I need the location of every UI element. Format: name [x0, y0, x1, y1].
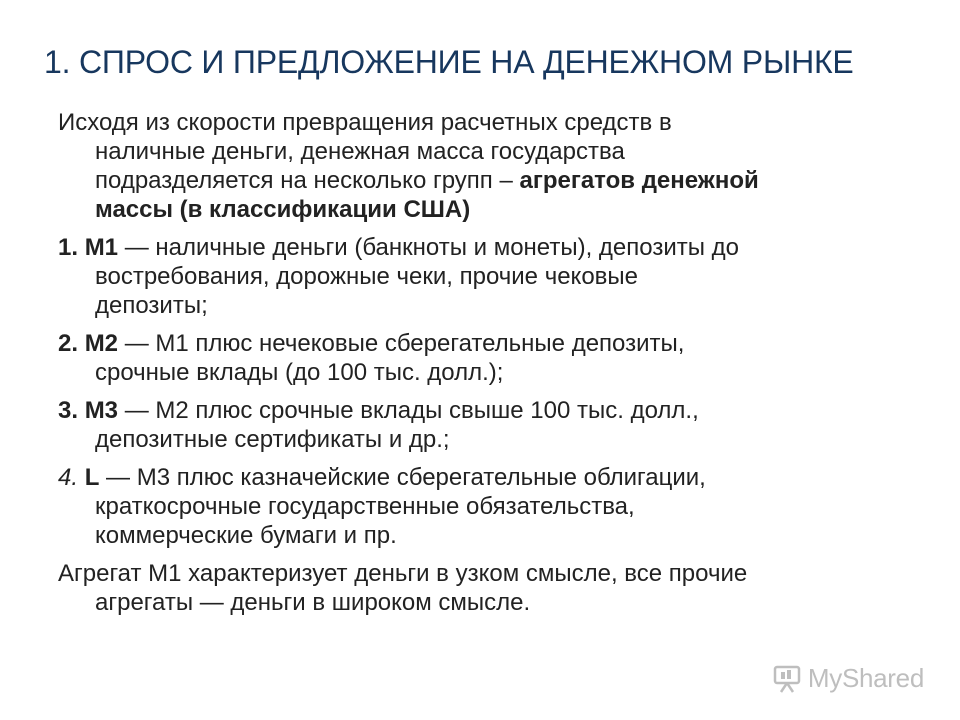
item-line-1: [58, 397, 699, 424]
slide-title: 1. СПРОС И ПРЕДЛОЖЕНИЕ НА ДЕНЕЖНОМ РЫНКЕ: [44, 44, 854, 80]
item-line-2: краткосрочные государственные обязательства,: [95, 493, 635, 520]
item-name: L: [84, 464, 100, 491]
item-line-2: депозитные сертификаты и др.;: [95, 426, 450, 453]
item-description: — наличные деньги (банкноты и монеты), депозиты до: [118, 234, 740, 261]
list-item-l: [58, 463, 908, 550]
item-line-2: востребования, дорожные чеки, прочие чековые: [95, 263, 639, 290]
watermark: [772, 663, 924, 694]
intro-line-2: наличные деньги, денежная масса государства: [95, 138, 625, 165]
item-number: 2.: [58, 330, 79, 357]
item-description: — М3 плюс казначейские сберегательные облигации,: [99, 464, 706, 491]
presentation-board-icon: [772, 665, 802, 693]
item-line-2: срочные вклады (до 100 тыс. долл.);: [95, 359, 504, 386]
item-name: М1: [84, 234, 119, 261]
conclusion-paragraph: [58, 559, 908, 617]
item-line-1: [58, 234, 739, 261]
intro-paragraph: [58, 108, 908, 224]
item-line-3: депозиты;: [95, 292, 208, 319]
item-line-1: [58, 330, 684, 357]
conclusion-line-1: Агрегат М1 характеризует деньги в узком смысле, все прочие: [58, 560, 748, 587]
item-name: М3: [84, 397, 119, 424]
item-line-3: коммерческие бумаги и пр.: [95, 522, 397, 549]
item-line-1: [58, 464, 706, 491]
item-description: — M1 плюс нечековые сберегательные депозиты,: [118, 330, 685, 357]
item-number: 1.: [58, 234, 79, 261]
intro-line-3: [95, 167, 759, 194]
intro-bold-term: агрегатов денежной: [519, 167, 759, 194]
item-name: М2: [84, 330, 119, 357]
conclusion-line-2: агрегаты — деньги в широком смысле.: [95, 589, 531, 616]
item-number: 4.: [58, 464, 79, 491]
item-description: — M2 плюс срочные вклады свыше 100 тыс. долл.,: [118, 397, 699, 424]
intro-line-4: массы (в классификации США): [95, 196, 471, 223]
list-item-m1: [58, 233, 908, 320]
list-item-m3: [58, 396, 908, 454]
item-number: 3.: [58, 397, 79, 424]
list-item-m2: [58, 329, 908, 387]
intro-line-1: Исходя из скорости превращения расчетных средств в: [58, 109, 672, 136]
slide-body: [58, 108, 908, 626]
intro-line-3-text: подразделяется на несколько групп –: [95, 167, 520, 194]
watermark-logo-text: MyShared: [807, 663, 924, 693]
